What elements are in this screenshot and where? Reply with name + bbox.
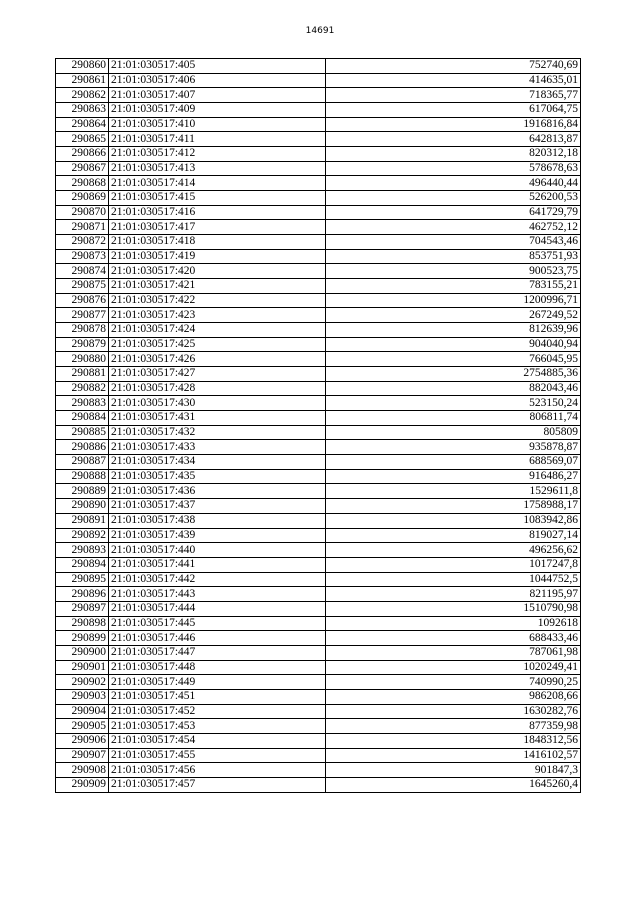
value-cell: 523150,24 [325,396,580,411]
table-row [56,425,581,440]
row-number-cell: 290861 [56,73,109,88]
value-cell: 1200996,71 [325,293,580,308]
row-number-cell: 290900 [56,645,109,660]
table-row [56,499,581,514]
cadastral-number-cell: 21:01:030517:414 [108,176,325,191]
value-cell: 740990,25 [325,675,580,690]
value-cell: 904040,94 [325,337,580,352]
row-number-cell: 290882 [56,381,109,396]
table-row [56,293,581,308]
table-row [56,337,581,352]
table-row [56,352,581,367]
row-number-cell: 290880 [56,352,109,367]
table-row [56,543,581,558]
cadastral-number-cell: 21:01:030517:455 [108,748,325,763]
row-number-cell: 290903 [56,689,109,704]
cadastral-number-cell: 21:01:030517:436 [108,484,325,499]
table-row [56,235,581,250]
table-row [56,103,581,118]
value-cell: 752740,69 [325,59,580,74]
value-cell: 806811,74 [325,411,580,426]
row-number-cell: 290873 [56,249,109,264]
value-cell: 783155,21 [325,279,580,294]
row-number-cell: 290874 [56,264,109,279]
table-row [56,631,581,646]
row-number-cell: 290863 [56,103,109,118]
value-cell: 766045,95 [325,352,580,367]
table-row [56,528,581,543]
table-row [56,513,581,528]
table-row [56,704,581,719]
cadastral-number-cell: 21:01:030517:433 [108,440,325,455]
row-number-cell: 290870 [56,205,109,220]
value-cell: 901847,3 [325,763,580,778]
cadastral-number-cell: 21:01:030517:444 [108,601,325,616]
cadastral-number-cell: 21:01:030517:422 [108,293,325,308]
row-number-cell: 290904 [56,704,109,719]
table-row [56,660,581,675]
row-number-cell: 290868 [56,176,109,191]
cadastral-number-cell: 21:01:030517:418 [108,235,325,250]
value-cell: 704543,46 [325,235,580,250]
value-cell: 2754885,36 [325,367,580,382]
row-number-cell: 290895 [56,572,109,587]
cadastral-number-cell: 21:01:030517:413 [108,161,325,176]
table-row [56,279,581,294]
value-cell: 877359,98 [325,719,580,734]
table-row [56,132,581,147]
row-number-cell: 290867 [56,161,109,176]
cadastral-number-cell: 21:01:030517:427 [108,367,325,382]
value-cell: 617064,75 [325,103,580,118]
cadastral-number-cell: 21:01:030517:412 [108,147,325,162]
cadastral-number-cell: 21:01:030517:426 [108,352,325,367]
value-cell: 820312,18 [325,147,580,162]
value-cell: 916486,27 [325,469,580,484]
row-number-cell: 290862 [56,88,109,103]
value-cell: 882043,46 [325,381,580,396]
table-row [56,191,581,206]
table-row [56,616,581,631]
cadastral-number-cell: 21:01:030517:419 [108,249,325,264]
registry-table-body [56,59,581,793]
row-number-cell: 290884 [56,411,109,426]
cadastral-number-cell: 21:01:030517:410 [108,117,325,132]
cadastral-number-cell: 21:01:030517:405 [108,59,325,74]
table-row [56,249,581,264]
cadastral-number-cell: 21:01:030517:430 [108,396,325,411]
row-number-cell: 290879 [56,337,109,352]
row-number-cell: 290891 [56,513,109,528]
row-number-cell: 290872 [56,235,109,250]
value-cell: 462752,12 [325,220,580,235]
value-cell: 1529611,8 [325,484,580,499]
table-row [56,411,581,426]
row-number-cell: 290886 [56,440,109,455]
cadastral-number-cell: 21:01:030517:420 [108,264,325,279]
row-number-cell: 290860 [56,59,109,74]
table-row [56,176,581,191]
cadastral-number-cell: 21:01:030517:445 [108,616,325,631]
registry-table [55,58,581,793]
cadastral-number-cell: 21:01:030517:435 [108,469,325,484]
table-row [56,777,581,792]
table-row [56,396,581,411]
value-cell: 1758988,17 [325,499,580,514]
row-number-cell: 290889 [56,484,109,499]
value-cell: 718365,77 [325,88,580,103]
cadastral-number-cell: 21:01:030517:456 [108,763,325,778]
table-row [56,220,581,235]
table-row [56,719,581,734]
cadastral-number-cell: 21:01:030517:440 [108,543,325,558]
table-row [56,587,581,602]
value-cell: 688433,46 [325,631,580,646]
row-number-cell: 290864 [56,117,109,132]
cadastral-number-cell: 21:01:030517:407 [108,88,325,103]
value-cell: 787061,98 [325,645,580,660]
table-row [56,748,581,763]
cadastral-number-cell: 21:01:030517:454 [108,733,325,748]
table-row [56,645,581,660]
row-number-cell: 290865 [56,132,109,147]
value-cell: 812639,96 [325,323,580,338]
row-number-cell: 290875 [56,279,109,294]
row-number-cell: 290888 [56,469,109,484]
row-number-cell: 290906 [56,733,109,748]
row-number-cell: 290890 [56,499,109,514]
table-row [56,455,581,470]
value-cell: 688569,07 [325,455,580,470]
table-row [56,733,581,748]
cadastral-number-cell: 21:01:030517:409 [108,103,325,118]
row-number-cell: 290877 [56,308,109,323]
table-row [56,763,581,778]
row-number-cell: 290897 [56,601,109,616]
row-number-cell: 290908 [56,763,109,778]
cadastral-number-cell: 21:01:030517:452 [108,704,325,719]
value-cell: 853751,93 [325,249,580,264]
value-cell: 1020249,41 [325,660,580,675]
cadastral-number-cell: 21:01:030517:453 [108,719,325,734]
value-cell: 641729,79 [325,205,580,220]
row-number-cell: 290869 [56,191,109,206]
cadastral-number-cell: 21:01:030517:446 [108,631,325,646]
table-row [56,572,581,587]
row-number-cell: 290899 [56,631,109,646]
table-row [56,73,581,88]
table-row [56,88,581,103]
value-cell: 1630282,76 [325,704,580,719]
value-cell: 1416102,57 [325,748,580,763]
table-row [56,484,581,499]
cadastral-number-cell: 21:01:030517:434 [108,455,325,470]
value-cell: 805809 [325,425,580,440]
row-number-cell: 290883 [56,396,109,411]
row-number-cell: 290907 [56,748,109,763]
value-cell: 496440,44 [325,176,580,191]
table-row [56,675,581,690]
value-cell: 267249,52 [325,308,580,323]
row-number-cell: 290876 [56,293,109,308]
value-cell: 526200,53 [325,191,580,206]
cadastral-number-cell: 21:01:030517:442 [108,572,325,587]
table-row [56,469,581,484]
value-cell: 1092618 [325,616,580,631]
page-number: 14691 [305,26,335,36]
cadastral-number-cell: 21:01:030517:443 [108,587,325,602]
table-row [56,161,581,176]
value-cell: 642813,87 [325,132,580,147]
cadastral-number-cell: 21:01:030517:451 [108,689,325,704]
value-cell: 1848312,56 [325,733,580,748]
row-number-cell: 290866 [56,147,109,162]
cadastral-number-cell: 21:01:030517:423 [108,308,325,323]
row-number-cell: 290871 [56,220,109,235]
cadastral-number-cell: 21:01:030517:415 [108,191,325,206]
table-row [56,323,581,338]
row-number-cell: 290894 [56,557,109,572]
cadastral-number-cell: 21:01:030517:432 [108,425,325,440]
table-row [56,367,581,382]
value-cell: 1083942,86 [325,513,580,528]
value-cell: 578678,63 [325,161,580,176]
value-cell: 1017247,8 [325,557,580,572]
row-number-cell: 290893 [56,543,109,558]
row-number-cell: 290892 [56,528,109,543]
value-cell: 496256,62 [325,543,580,558]
table-row [56,117,581,132]
cadastral-number-cell: 21:01:030517:439 [108,528,325,543]
row-number-cell: 290881 [56,367,109,382]
cadastral-number-cell: 21:01:030517:448 [108,660,325,675]
row-number-cell: 290896 [56,587,109,602]
cadastral-number-cell: 21:01:030517:411 [108,132,325,147]
row-number-cell: 290905 [56,719,109,734]
row-number-cell: 290902 [56,675,109,690]
table-row [56,264,581,279]
cadastral-number-cell: 21:01:030517:417 [108,220,325,235]
value-cell: 986208,66 [325,689,580,704]
value-cell: 1916816,84 [325,117,580,132]
row-number-cell: 290909 [56,777,109,792]
value-cell: 819027,14 [325,528,580,543]
row-number-cell: 290885 [56,425,109,440]
cadastral-number-cell: 21:01:030517:447 [108,645,325,660]
table-row [56,601,581,616]
row-number-cell: 290878 [56,323,109,338]
cadastral-number-cell: 21:01:030517:449 [108,675,325,690]
cadastral-number-cell: 21:01:030517:424 [108,323,325,338]
value-cell: 1645260,4 [325,777,580,792]
table-row [56,381,581,396]
cadastral-number-cell: 21:01:030517:425 [108,337,325,352]
row-number-cell: 290898 [56,616,109,631]
cadastral-number-cell: 21:01:030517:457 [108,777,325,792]
value-cell: 900523,75 [325,264,580,279]
value-cell: 821195,97 [325,587,580,602]
table-row [56,205,581,220]
table-row [56,147,581,162]
value-cell: 1044752,5 [325,572,580,587]
table-row [56,59,581,74]
cadastral-number-cell: 21:01:030517:416 [108,205,325,220]
cadastral-number-cell: 21:01:030517:437 [108,499,325,514]
row-number-cell: 290887 [56,455,109,470]
value-cell: 1510790,98 [325,601,580,616]
table-row [56,557,581,572]
cadastral-number-cell: 21:01:030517:406 [108,73,325,88]
table-row [56,689,581,704]
table-row [56,440,581,455]
cadastral-number-cell: 21:01:030517:431 [108,411,325,426]
cadastral-number-cell: 21:01:030517:438 [108,513,325,528]
value-cell: 414635,01 [325,73,580,88]
value-cell: 935878,87 [325,440,580,455]
cadastral-number-cell: 21:01:030517:441 [108,557,325,572]
row-number-cell: 290901 [56,660,109,675]
table-row [56,308,581,323]
cadastral-number-cell: 21:01:030517:421 [108,279,325,294]
cadastral-number-cell: 21:01:030517:428 [108,381,325,396]
